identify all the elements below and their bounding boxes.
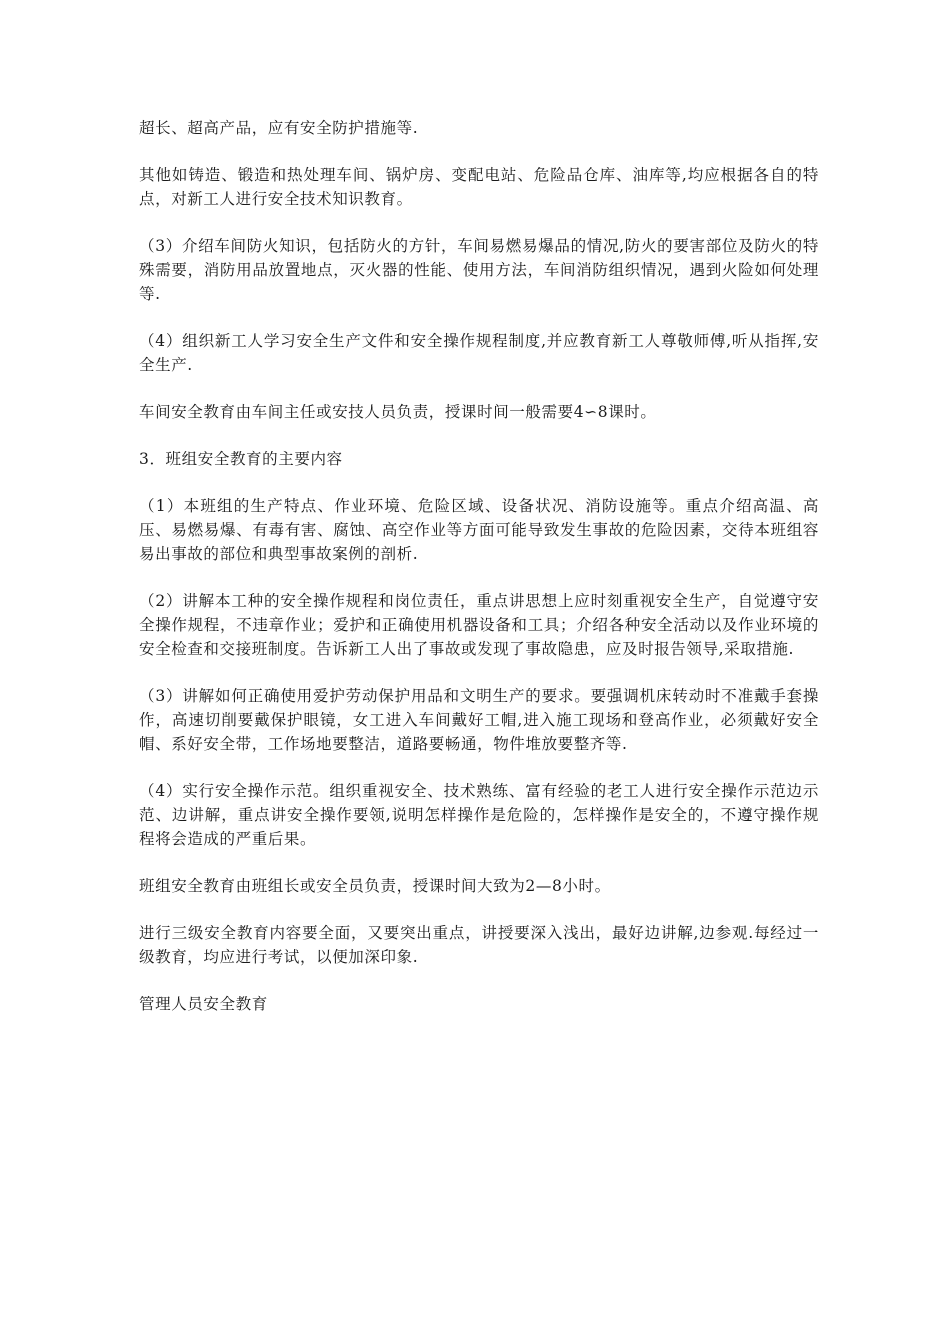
paragraph-other-workshops: 其他如铸造、锻造和热处理车间、锅炉房、变配电站、危险品仓库、油库等,均应根据各自的特点，对新工人进行安全技术知识教育。 [139, 166, 819, 208]
section-heading-team-education: 3．班组安全教育的主要内容 [139, 450, 343, 468]
section-heading-management-education: 管理人员安全教育 [139, 995, 268, 1013]
paragraph-fire-knowledge: （3）介绍车间防火知识，包括防火的方针，车间易燃易爆品的情况,防火的要害部位及防火的特殊需要，消防用品放置地点，灭火器的性能、使用方法，车间消防组织情况，遇到火险如何处理等. [139, 237, 819, 303]
paragraph-operating-rules: （2）讲解本工种的安全操作规程和岗位责任，重点讲思想上应时刻重视安全生产，自觉遵守安全操作规程，不违章作业；爱护和正确使用机器设备和工具；介绍各种安全活动以及作业环境的安全检查和交接班制度。告诉新工人出了事故或发现了事故隐患，应及时报告领导,采取措施. [139, 592, 819, 658]
document-body [139, 116, 819, 1039]
paragraph-product-safety: 超长、超高产品，应有安全防护措施等. [139, 119, 419, 137]
paragraph-safety-demonstration: （4）实行安全操作示范。组织重视安全、技术熟练、富有经验的老工人进行安全操作示范边示范、边讲解，重点讲安全操作要领,说明怎样操作是危险的，怎样操作是安全的，不遵守操作规程将会造成的严重后果。 [139, 782, 819, 848]
paragraph-workshop-responsibility: 车间安全教育由车间主任或安技人员负责，授课时间一般需要4∽8课时。 [139, 403, 657, 421]
paragraph-three-level-education: 进行三级安全教育内容要全面，又要突出重点，讲授要深入浅出，最好边讲解,边参观.每经过一级教育，均应进行考试，以便加深印象. [139, 924, 819, 966]
paragraph-protective-equipment: （3）讲解如何正确使用爱护劳动保护用品和文明生产的要求。要强调机床转动时不准戴手套操作，高速切削要戴保护眼镜，女工进入车间戴好工帽,进入施工现场和登高作业，必须戴好安全帽、系好安全带，工作场地要整洁，道路要畅通，物件堆放要整齐等. [139, 687, 819, 753]
paragraph-team-responsibility: 班组安全教育由班组长或安全员负责，授课时间大致为2—8小时。 [139, 877, 611, 895]
paragraph-team-characteristics: （1）本班组的生产特点、作业环境、危险区域、设备状况、消防设施等。重点介绍高温、高压、易燃易爆、有毒有害、腐蚀、高空作业等方面可能导致发生事故的危险因素，交待本班组容易出事故的部位和典型事故案例的剖析. [139, 497, 819, 563]
paragraph-safety-rules-study: （4）组织新工人学习安全生产文件和安全操作规程制度,并应教育新工人尊敬师傅,听从指挥,安全生产. [139, 332, 819, 374]
